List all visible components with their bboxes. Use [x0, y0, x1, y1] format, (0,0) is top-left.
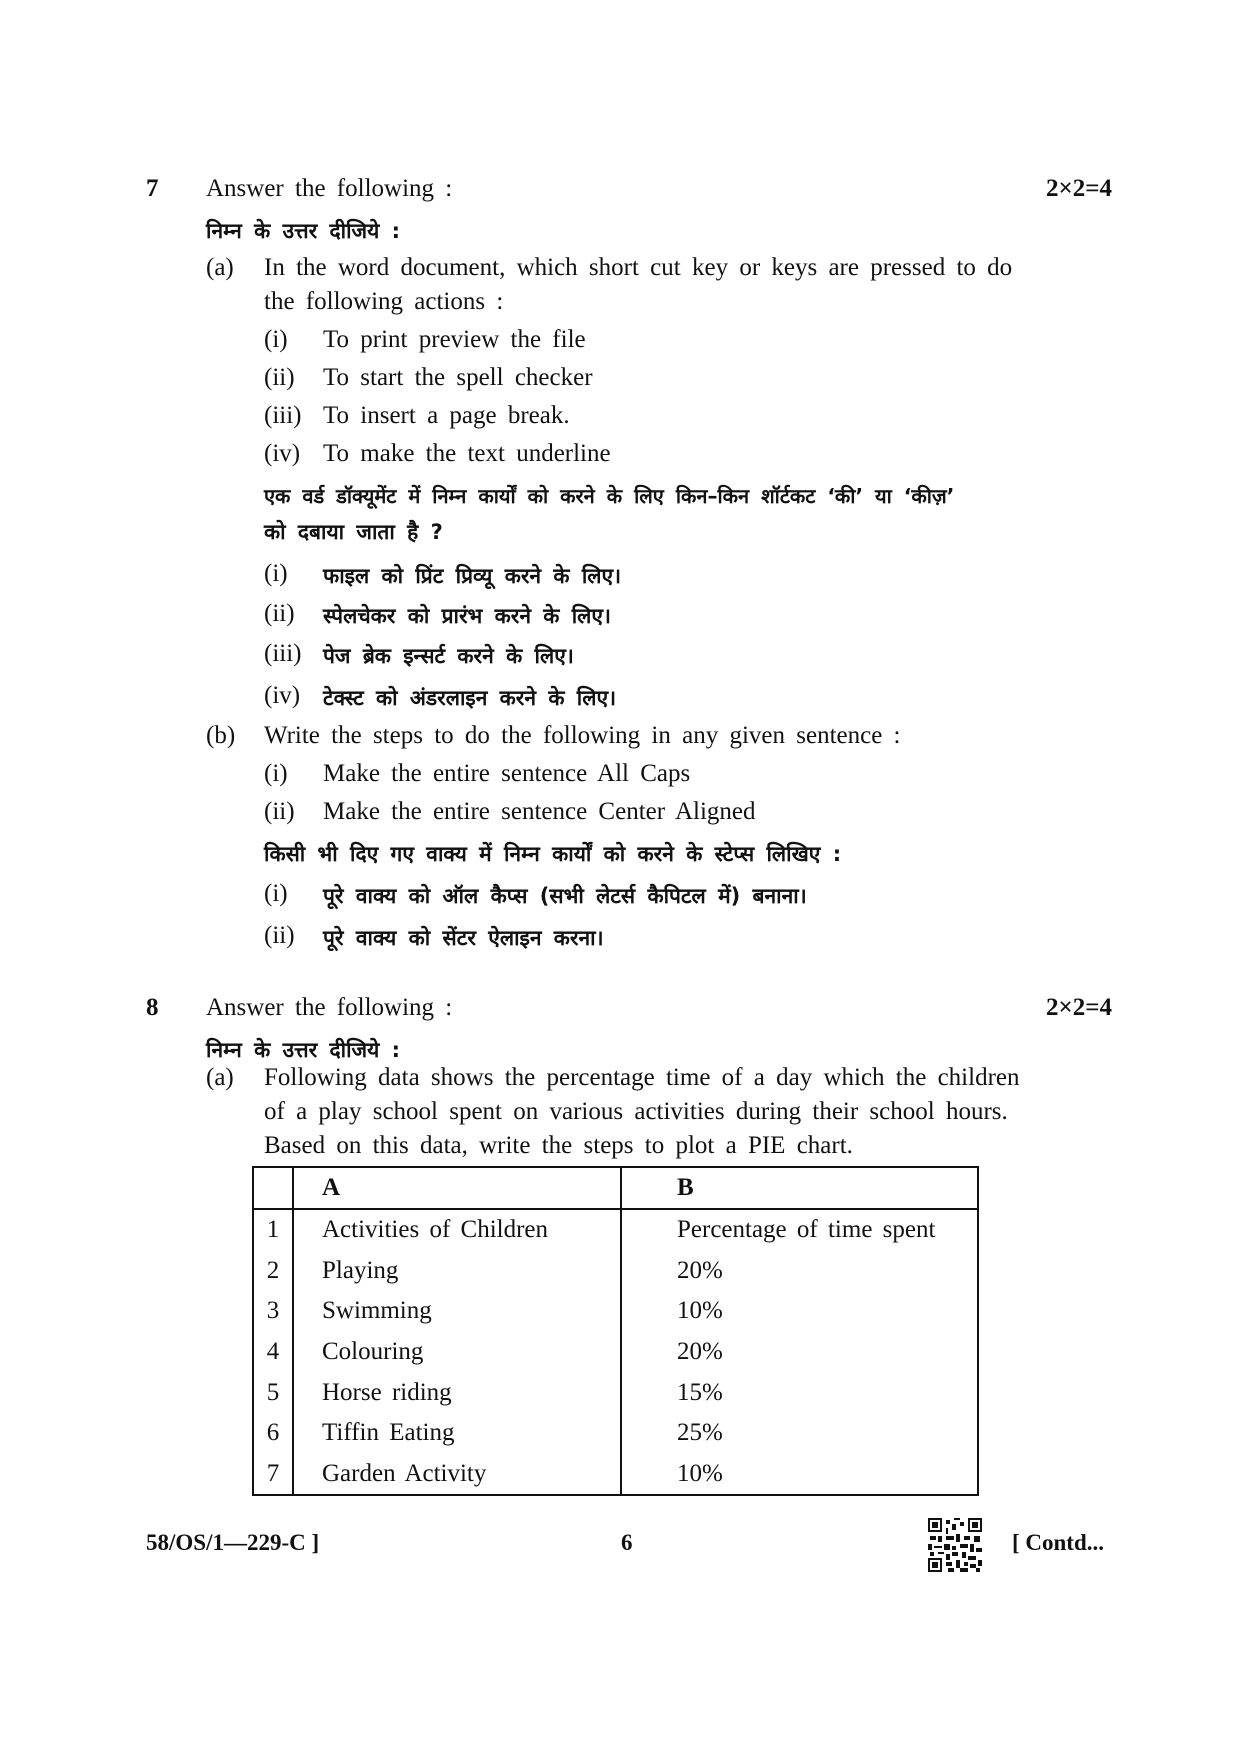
q7b-item-text: Make the entire sentence All Caps: [323, 760, 691, 787]
q7a-hindi-item-text: टेक्स्ट को अंडरलाइन करने के लिए।: [323, 686, 617, 710]
question-8-marks: 2×2=4: [1046, 994, 1112, 1021]
table-cell: 5: [253, 1372, 293, 1413]
q7b-hindi-item-text: पूरे वाक्य को सेंटर ऐलाइन करना।: [323, 926, 604, 950]
q7a-hindi-line2: को दबाया जाता है ?: [264, 520, 443, 544]
q7a-hindi-item-text: फाइल को प्रिंट प्रिव्यू करने के लिए।: [323, 564, 622, 588]
q7a-item-num: (iv): [264, 440, 301, 467]
q8a-line2: of a play school spent on various activities during their school hours.: [264, 1098, 1008, 1125]
question-8-number: 8: [146, 994, 159, 1021]
q8a-label: (a): [206, 1064, 234, 1091]
q7a-item-num: (i): [264, 326, 288, 353]
table-cell: Playing: [293, 1251, 621, 1292]
question-8-title: Answer the following :: [206, 994, 453, 1021]
table-cell: 2: [253, 1251, 293, 1292]
table-cell: 7: [253, 1453, 293, 1495]
table-cell: 4: [253, 1332, 293, 1373]
q7b-item-text: Make the entire sentence Center Aligned: [323, 798, 756, 825]
table-cell: 10%: [621, 1453, 978, 1495]
question-7-title: Answer the following :: [206, 175, 453, 202]
q7a-item-text: To insert a page break.: [323, 402, 570, 429]
q7a-hindi-item-num: (iii): [264, 640, 302, 667]
paper-code: 58/OS/1—229-C ]: [146, 1530, 320, 1555]
q8a-line1: Following data shows the percentage time of a day which the children: [264, 1064, 1020, 1091]
continued-label: [ Contd...: [1012, 1530, 1105, 1555]
q7a-hindi-item-num: (iv): [264, 682, 301, 709]
q7b-item-num: (i): [264, 760, 288, 787]
table-cell: Activities of Children: [293, 1209, 621, 1251]
question-7-title-hindi: निम्न के उत्तर दीजिये :: [206, 219, 400, 243]
q7a-hindi-line1: एक वर्ड डॉक्यूमेंट में निम्न कार्यों को करने के लिए किन–किन शॉर्टकट ‘की’ या ‘कीज़’: [264, 484, 955, 508]
q7a-item-text: To print preview the file: [323, 326, 586, 353]
q7b-item-num: (ii): [264, 798, 295, 825]
q7a-hindi-item-num: (ii): [264, 600, 295, 627]
table-header-cell: A: [293, 1167, 621, 1209]
table-row: [253, 1372, 978, 1413]
table-header-row: [253, 1167, 978, 1209]
table-row: [253, 1251, 978, 1292]
table-row: [253, 1332, 978, 1373]
question-7-number: 7: [146, 175, 159, 202]
table-cell: Swimming: [293, 1291, 621, 1332]
qr-code-icon: [928, 1518, 982, 1572]
table-header-cell: B: [621, 1167, 978, 1209]
q7a-item-text: To make the text underline: [323, 440, 611, 467]
q7a-hindi-item-num: (i): [264, 560, 288, 587]
table-cell: Horse riding: [293, 1372, 621, 1413]
table-cell: 6: [253, 1413, 293, 1454]
q8a-line3: Based on this data, write the steps to plot a PIE chart.: [264, 1132, 853, 1159]
table-cell: 25%: [621, 1413, 978, 1454]
q7a-text-line2: the following actions :: [264, 288, 504, 315]
table-cell: 15%: [621, 1372, 978, 1413]
question-8-title-hindi: निम्न के उत्तर दीजिये :: [206, 1038, 400, 1062]
q7a-item-text: To start the spell checker: [323, 364, 593, 391]
table-cell: Garden Activity: [293, 1453, 621, 1495]
table-cell: 10%: [621, 1291, 978, 1332]
table-cell: 20%: [621, 1332, 978, 1373]
q7b-hindi-item-num: (ii): [264, 922, 295, 949]
q7a-item-num: (iii): [264, 402, 302, 429]
table-cell: 20%: [621, 1251, 978, 1292]
q7b-hindi-item-num: (i): [264, 880, 288, 907]
table-header-cell: [253, 1167, 293, 1209]
table-row: [253, 1209, 978, 1251]
q7b-label: (b): [206, 722, 236, 749]
q7a-hindi-item-text: पेज ब्रेक इन्सर्ट करने के लिए।: [323, 644, 574, 668]
table-cell: Tiffin Eating: [293, 1413, 621, 1454]
q7a-item-num: (ii): [264, 364, 295, 391]
page-number: 6: [621, 1530, 633, 1555]
activities-table: [252, 1166, 979, 1496]
q7a-hindi-item-text: स्पेलचेकर को प्रारंभ करने के लिए।: [323, 604, 611, 628]
table-row: [253, 1453, 978, 1495]
q7a-text-line1: In the word document, which short cut key or keys are pressed to do: [264, 254, 1013, 281]
q7b-hindi-item-text: पूरे वाक्य को ऑल कैप्स (सभी लेटर्स कैपिटल में) बनाना।: [323, 884, 807, 908]
table-row: [253, 1413, 978, 1454]
table-cell: Colouring: [293, 1332, 621, 1373]
table-cell: 3: [253, 1291, 293, 1332]
q7a-label: (a): [206, 254, 234, 281]
table-cell: Percentage of time spent: [621, 1209, 978, 1251]
table-row: [253, 1291, 978, 1332]
table-cell: 1: [253, 1209, 293, 1251]
q7b-text: Write the steps to do the following in any given sentence :: [264, 722, 901, 749]
q7b-hindi-line: किसी भी दिए गए वाक्य में निम्न कार्यों को करने के स्टेप्स लिखिए :: [264, 842, 842, 866]
question-7-marks: 2×2=4: [1046, 175, 1112, 202]
